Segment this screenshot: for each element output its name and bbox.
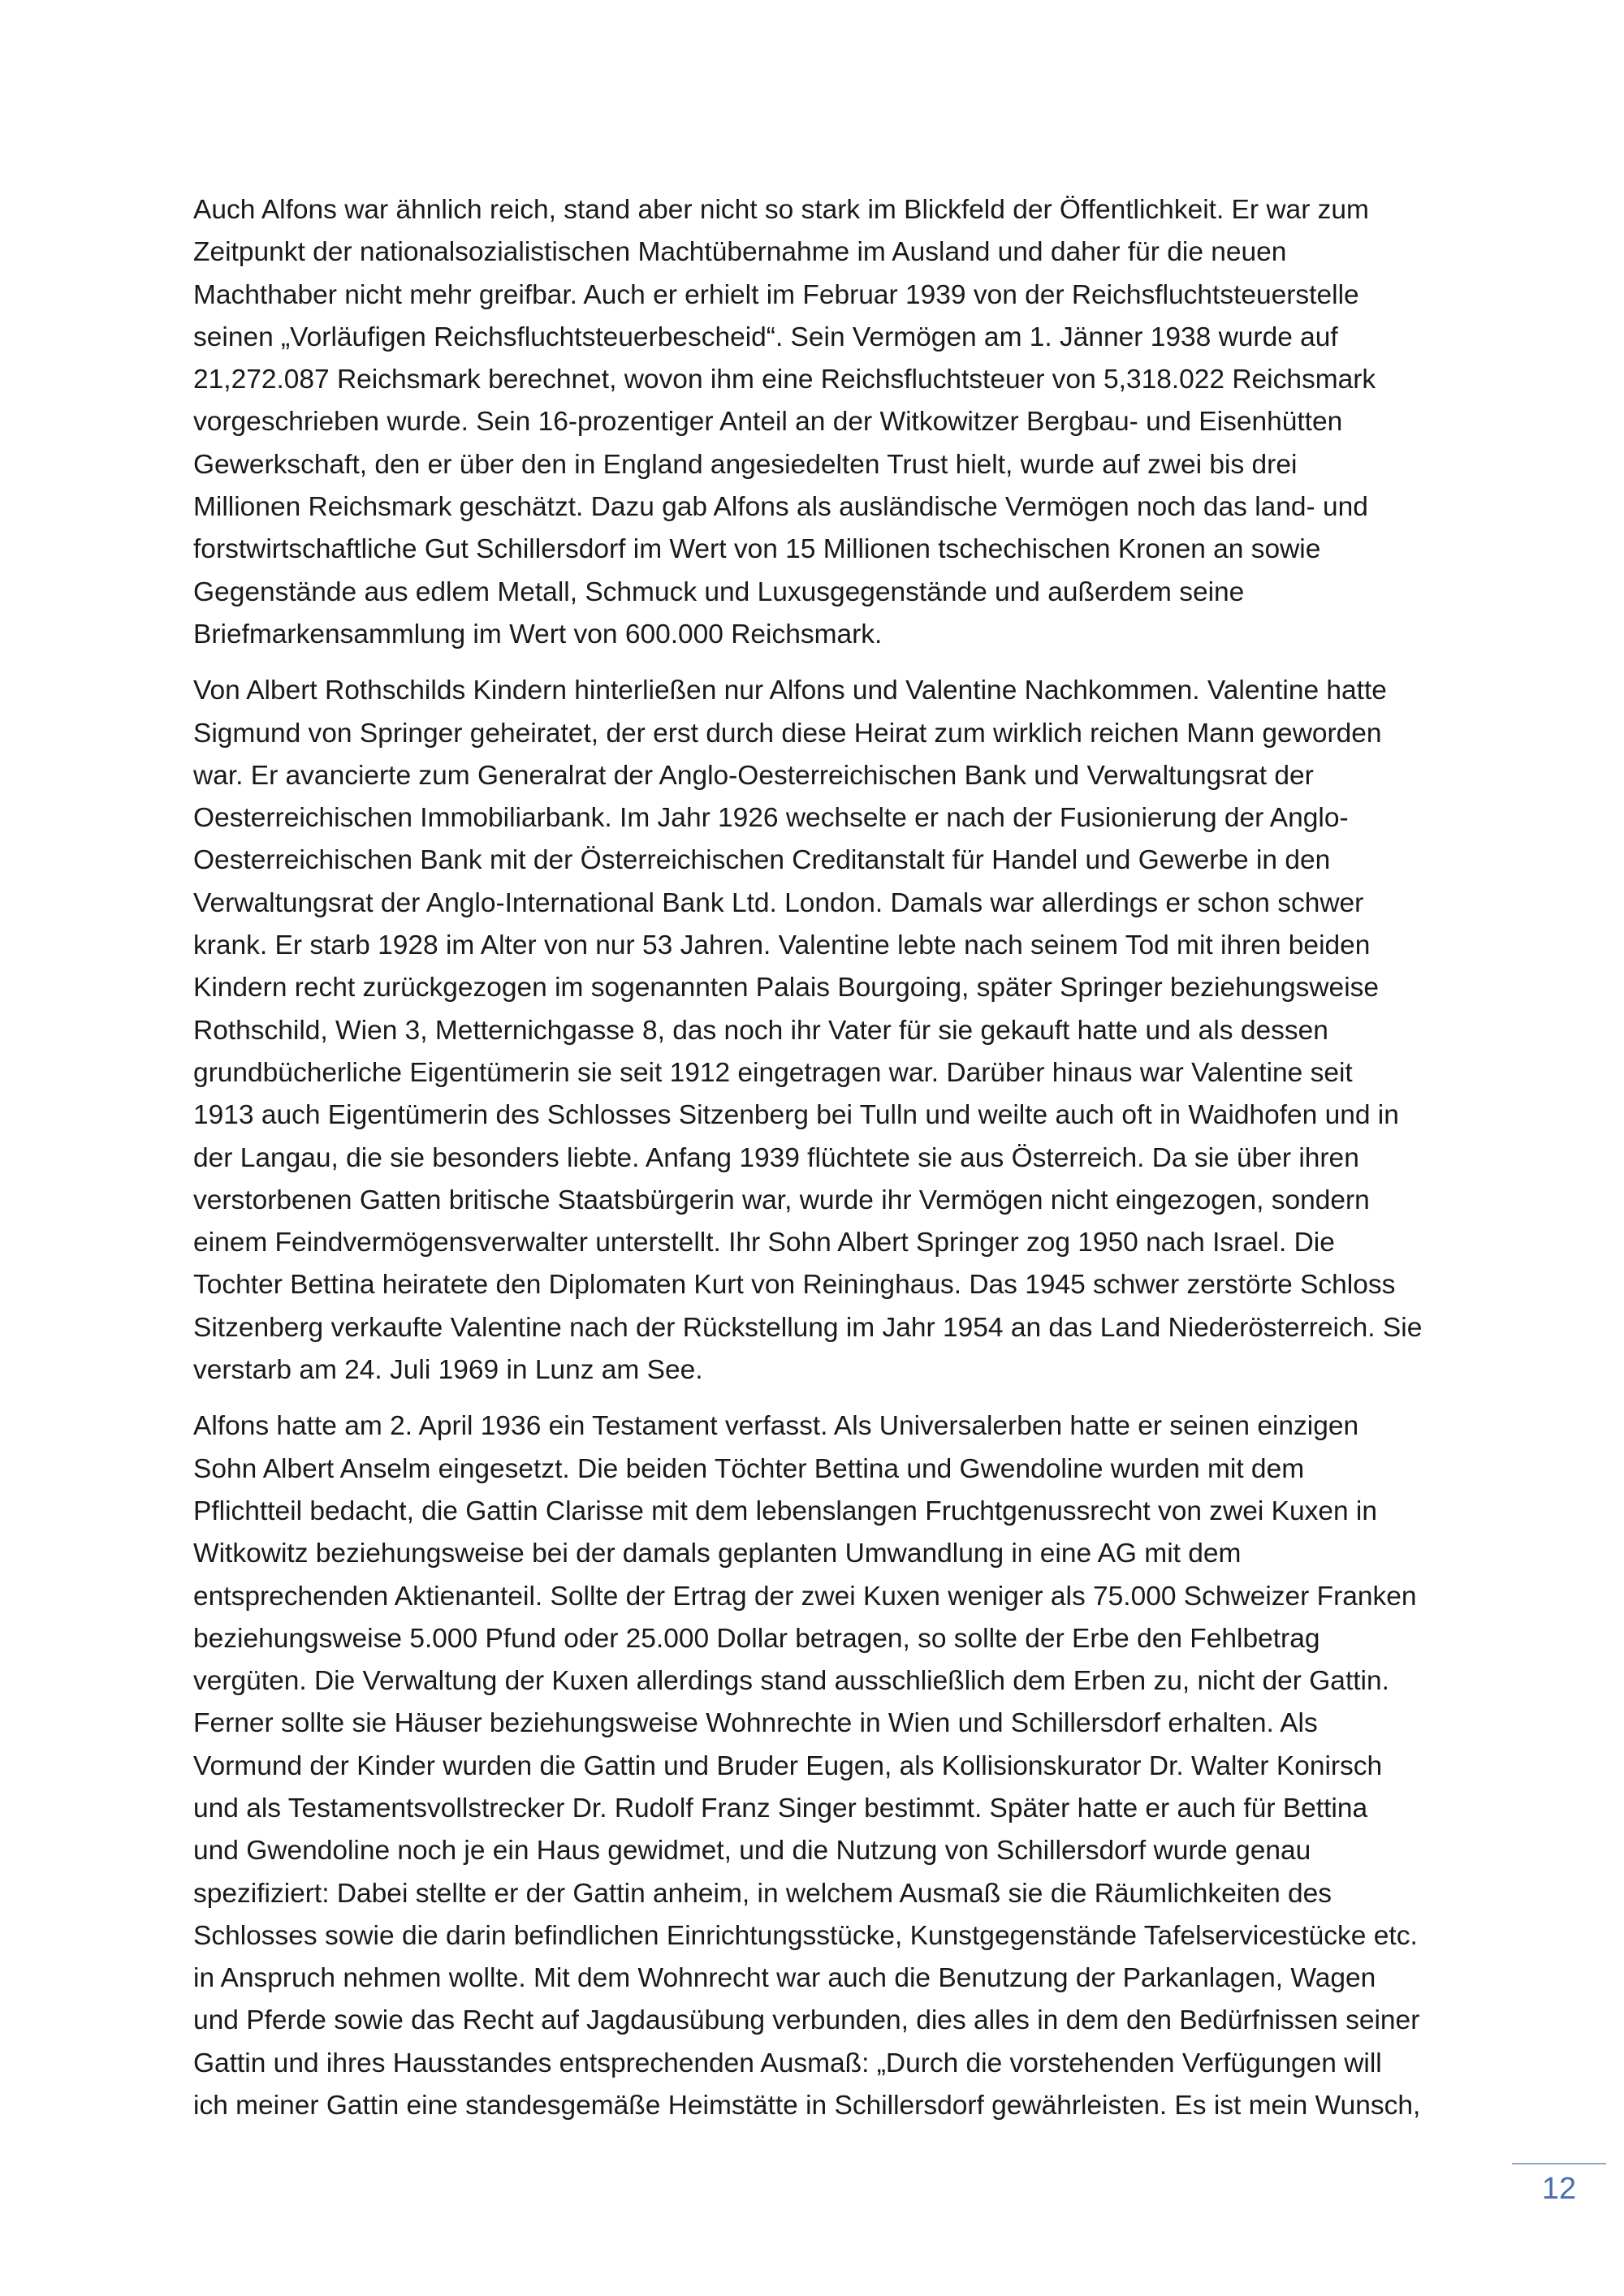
text-line: Von Albert Rothschilds Kindern hinterließen nur Alfons und Valentine Nachkommen. Valentine hatte — [193, 675, 1387, 706]
text-line: 1913 auch Eigentümerin des Schlosses Sitzenberg bei Tulln und weilte auch oft in Waidhofen und in — [193, 1100, 1399, 1131]
text-line: Schlosses sowie die darin befindlichen Einrichtungsstücke, Kunstgegenstände Tafelservicestücke etc. — [193, 1920, 1418, 1951]
text-line: seinen „Vorläufigen Reichsfluchtsteuerbescheid“. Sein Vermögen am 1. Jänner 1938 wurde auf — [193, 322, 1338, 352]
text-line: und Gwendoline noch je ein Haus gewidmet, und die Nutzung von Schillersdorf wurde genau — [193, 1836, 1311, 1867]
text-line: Briefmarkensammlung im Wert von 600.000 Reichsmark. — [193, 619, 883, 650]
text-line: Gewerkschaft, den er über den in England angesiedelten Trust hielt, wurde auf zwei bis drei — [193, 449, 1298, 480]
text-line: Rothschild, Wien 3, Metternichgasse 8, das noch ihr Vater für sie gekauft hatte und als dessen — [193, 1015, 1328, 1046]
text-line: in Anspruch nehmen wollte. Mit dem Wohnrecht war auch die Benutzung der Parkanlagen, Wagen — [193, 1963, 1376, 1994]
page-number: 12 — [1541, 2172, 1577, 2206]
text-line: Alfons hatte am 2. April 1936 ein Testament verfasst. Als Universalerben hatte er seinen einzigen — [193, 1411, 1359, 1442]
text-line: Oesterreichischen Immobiliarbank. Im Jahr 1926 wechselte er nach der Fusionierung der Anglo- — [193, 803, 1349, 834]
text-line: der Langau, die sie besonders liebte. Anfang 1939 flüchtete sie aus Österreich. Da sie über ihren — [193, 1142, 1359, 1173]
paragraph-3 — [193, 1405, 1448, 2127]
text-line: krank. Er starb 1928 im Alter von nur 53 Jahren. Valentine lebte nach seinem Tod mit ihren beiden — [193, 930, 1371, 961]
text-line: Millionen Reichsmark geschätzt. Dazu gab Alfons als ausländische Vermögen noch das land- und — [193, 492, 1368, 523]
paragraph-1 — [193, 189, 1448, 656]
text-line: und als Testamentsvollstrecker Dr. Rudolf Franz Singer bestimmt. Später hatte er auch für Bettina — [193, 1793, 1368, 1823]
text-line: Sohn Albert Anselm eingesetzt. Die beiden Töchter Bettina und Gwendoline wurden mit dem — [193, 1453, 1305, 1484]
text-line: Sigmund von Springer geheiratet, der erst durch diese Heirat zum wirklich reichen Mann geworden — [193, 718, 1382, 749]
text-line: grundbücherliche Eigentümerin sie seit 1912 eingetragen war. Darüber hinaus war Valentine seit — [193, 1057, 1353, 1088]
text-line: entsprechenden Aktienanteil. Sollte der Ertrag der zwei Kuxen weniger als 75.000 Schweizer Franken — [193, 1581, 1417, 1612]
text-line: Zeitpunkt der nationalsozialistischen Machtübernahme im Ausland und daher für die neuen — [193, 237, 1287, 268]
text-line: Vormund der Kinder wurden die Gattin und Bruder Eugen, als Kollisionskurator Dr. Walter Konirsch — [193, 1750, 1383, 1781]
body-text — [193, 189, 1448, 2141]
text-line: verstarb am 24. Juli 1969 in Lunz am See. — [193, 1355, 703, 1386]
text-line: Pflichtteil bedacht, die Gattin Clarisse mit dem lebenslangen Fruchtgenussrecht von zwei Kuxen in — [193, 1495, 1378, 1526]
text-line: vorgeschrieben wurde. Sein 16-prozentiger Anteil an der Witkowitzer Bergbau- und Eisenhütten — [193, 407, 1343, 438]
paragraph-2 — [193, 670, 1448, 1392]
text-line: Verwaltungsrat der Anglo-International Bank Ltd. London. Damals war allerdings er schon schwer — [193, 887, 1364, 918]
text-line: einem Feindvermögensverwalter unterstellt. Ihr Sohn Albert Springer zog 1950 nach Israel. Die — [193, 1228, 1335, 1258]
text-line: Machthaber nicht mehr greifbar. Auch er erhielt im Februar 1939 von der Reichsfluchtsteuerstelle — [193, 279, 1359, 310]
text-line: 21,272.087 Reichsmark berechnet, wovon ihm eine Reichsfluchtsteuer von 5,318.022 Reichsmark — [193, 365, 1376, 395]
text-line: Sitzenberg verkaufte Valentine nach der Rückstellung im Jahr 1954 an das Land Niederösterreich. Sie — [193, 1312, 1423, 1343]
text-line: Oesterreichischen Bank mit der Österreichischen Creditanstalt für Handel und Gewerbe in den — [193, 845, 1331, 876]
text-line: Ferner sollte sie Häuser beziehungsweise Wohnrechte in Wien und Schillersdorf erhalten. Als — [193, 1708, 1318, 1739]
text-line: Gattin und ihres Hausstandes entsprechenden Ausmaß: „Durch die vorstehenden Verfügungen will — [193, 2048, 1382, 2078]
text-line: ich meiner Gattin eine standesgemäße Heimstätte in Schillersdorf gewährleisten. Es ist mein Wunsch, — [193, 2091, 1421, 2121]
footer-rule — [1512, 2163, 1606, 2164]
text-line: vergüten. Die Verwaltung der Kuxen allerdings stand ausschließlich dem Erben zu, nicht der Gattin. — [193, 1666, 1389, 1697]
text-line: verstorbenen Gatten britische Staatsbürgerin war, wurde ihr Vermögen nicht eingezogen, sondern — [193, 1185, 1370, 1215]
text-line: Witkowitz beziehungsweise bei der damals geplanten Umwandlung in eine AG mit dem — [193, 1539, 1242, 1569]
text-line: Tochter Bettina heiratete den Diplomaten Kurt von Reininghaus. Das 1945 schwer zerstörte Schloss — [193, 1270, 1396, 1301]
text-line: beziehungsweise 5.000 Pfund oder 25.000 Dollar betragen, so sollte der Erbe den Fehlbetrag — [193, 1623, 1320, 1654]
text-line: Auch Alfons war ähnlich reich, stand aber nicht so stark im Blickfeld der Öffentlichkeit. Er war zum — [193, 195, 1369, 225]
text-line: forstwirtschaftliche Gut Schillersdorf im Wert von 15 Millionen tschechischen Kronen an sowie — [193, 534, 1321, 565]
text-line: spezifiziert: Dabei stellte er der Gattin anheim, in welchem Ausmaß sie die Räumlichkeiten des — [193, 1878, 1332, 1909]
text-line: Kindern recht zurückgezogen im sogenannten Palais Bourgoing, später Springer beziehungsweise — [193, 973, 1380, 1003]
text-line: und Pferde sowie das Recht auf Jagdausübung verbunden, dies alles in dem den Bedürfnissen seiner — [193, 2005, 1420, 2036]
text-line: war. Er avancierte zum Generalrat der Anglo-Oesterreichischen Bank und Verwaltungsrat der — [193, 760, 1314, 791]
text-line: Gegenstände aus edlem Metall, Schmuck und Luxusgegenstände und außerdem seine — [193, 576, 1245, 607]
